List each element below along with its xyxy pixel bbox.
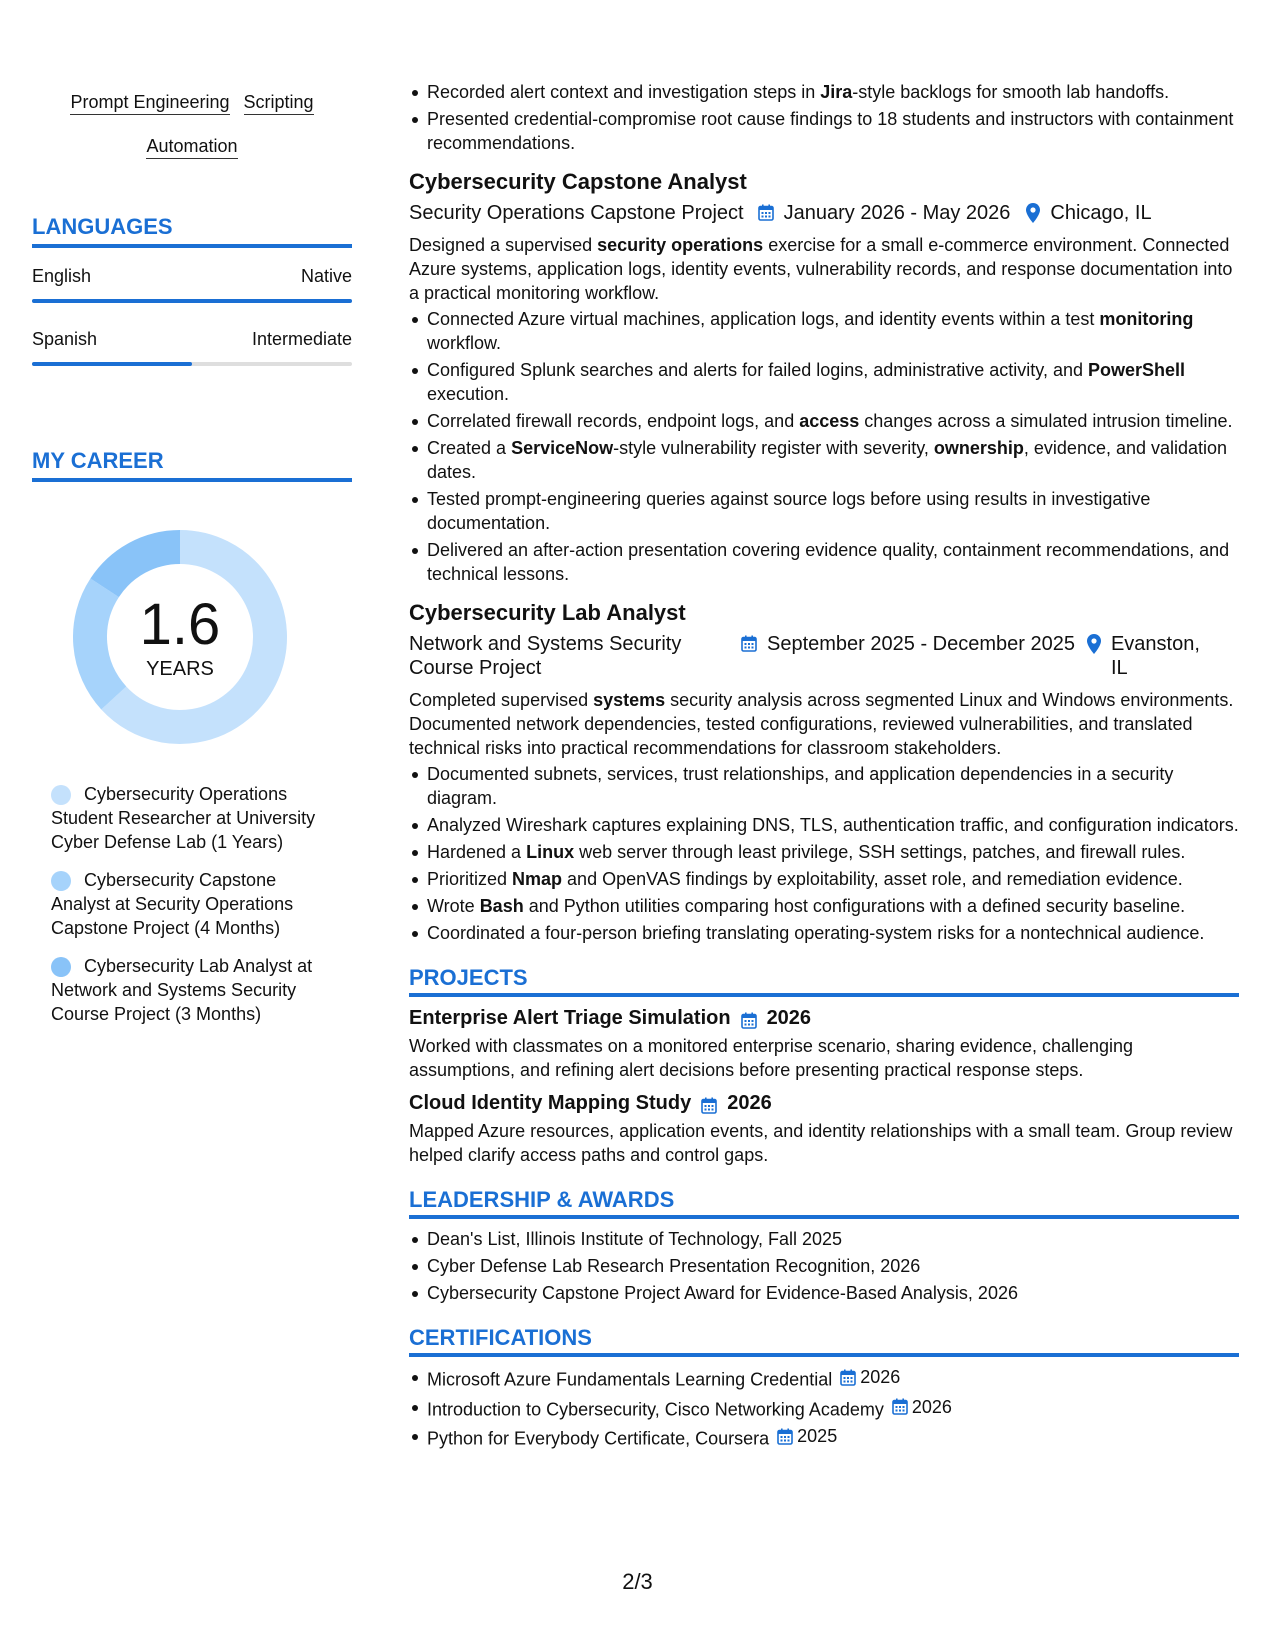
job-description: Completed supervised systems security analysis across segmented Linux and Windows environments. Documented network dependencies, tested configurations, reviewed vulnerabilities, and translated technical risks into practical recommendations for classroom stakeholders. [409, 690, 1234, 758]
job-meta [409, 632, 1239, 680]
job-bullets [409, 307, 1239, 586]
calendar-icon [701, 1097, 717, 1114]
calendar-icon [741, 1012, 757, 1029]
career-legend-item [51, 954, 331, 1026]
job-bullets [409, 762, 1239, 945]
career-heading: MY CAREER [32, 448, 352, 482]
awards-section [409, 1187, 1239, 1305]
bullet-item: Hardened a Linux web server through least privilege, SSH settings, patches, and firewall rules. [427, 840, 1239, 864]
projects-section [409, 965, 1239, 1167]
proficiency-fill [32, 362, 192, 366]
job-title: Cybersecurity Capstone Analyst [409, 169, 747, 194]
job-location: Evanston, IL [1087, 632, 1211, 680]
languages-section [32, 214, 352, 366]
career-legend-label: Cybersecurity Lab Analyst at Network and Systems Security Course Project (3 Months) [51, 956, 313, 1024]
job-location: Chicago, IL [1026, 201, 1151, 225]
proficiency-bar [32, 362, 352, 366]
language-name: Spanish [32, 329, 98, 349]
awards-list [409, 1227, 1239, 1305]
language-level: Intermediate [251, 329, 352, 349]
job-org: Security Operations Capstone Project [409, 202, 744, 224]
project-description: Mapped Azure resources, application events, and identity relationships with a small team. Group review helped clarify access paths and control gaps. [409, 1121, 1233, 1165]
legend-dot [51, 785, 71, 805]
calendar-icon [777, 1428, 793, 1445]
job-meta [409, 201, 1239, 225]
career-legend-label: Cybersecurity Capstone Analyst at Security Operations Capstone Project (4 Months) [51, 870, 294, 938]
legend-dot [51, 957, 71, 977]
bullet-item: Connected Azure virtual machines, application logs, and identity events within a test monitoring workflow. [427, 307, 1239, 355]
certification-year: 2026 [911, 1396, 952, 1417]
certification-name: Microsoft Azure Fundamentals Learning Credential [427, 1369, 833, 1390]
certifications-section [409, 1325, 1239, 1451]
project-year: 2026 [741, 1007, 812, 1030]
career-legend-label: Cybersecurity Operations Student Researcher at University Cyber Defense Lab (1 Years) [51, 784, 316, 852]
location-pin-icon [1026, 203, 1040, 223]
language-name: English [32, 266, 92, 286]
certification-item [427, 1395, 1239, 1422]
previous-job-bullets [409, 80, 1239, 155]
career-legend [32, 782, 352, 1026]
certifications-list [409, 1365, 1239, 1451]
project-title: Enterprise Alert Triage Simulation [409, 1007, 731, 1029]
career-total-value: 1.6 [139, 592, 221, 657]
job-dates: September 2025 - December 2025 [741, 632, 1075, 680]
calendar-icon [741, 635, 757, 652]
skills-list [32, 80, 352, 168]
bullet-item: Tested prompt-engineering queries against source logs before using results in investigative documentation. [427, 487, 1239, 535]
career-legend-item [51, 782, 331, 854]
language-level: Native [300, 266, 352, 286]
job-title: Cybersecurity Lab Analyst [409, 600, 686, 625]
skill-tag: Automation [146, 134, 237, 159]
calendar-icon [840, 1369, 856, 1386]
certification-item [427, 1365, 1239, 1392]
donut-center [65, 522, 295, 752]
bullet-item: Created a ServiceNow-style vulnerability register with severity, ownership, evidence, and validation dates. [427, 436, 1239, 484]
award-item: Cyber Defense Lab Research Presentation Recognition, 2026 [427, 1254, 1239, 1278]
certification-name: Introduction to Cybersecurity, Cisco Networking Academy [427, 1399, 884, 1419]
job-entry [409, 169, 1239, 586]
skill-tag: Scripting [244, 90, 314, 115]
projects-heading: PROJECTS [409, 965, 1239, 997]
job-dates: January 2026 - May 2026 [758, 201, 1011, 225]
certification-name: Python for Everybody Certificate, Coursera [427, 1428, 770, 1449]
proficiency-bar [32, 299, 352, 303]
job-entry [409, 600, 1239, 945]
job-description: Designed a supervised security operations exercise for a small e-commerce environment. Connected Azure systems, application logs, identity events, vulnerability records, and response documentation into a practical monitoring workflow. [409, 235, 1233, 303]
sidebar [32, 80, 352, 1040]
main-content [409, 80, 1239, 1454]
certifications-heading: CERTIFICATIONS [409, 1325, 1239, 1357]
languages-heading: LANGUAGES [32, 214, 352, 248]
bullet-item: Presented credential-compromise root cause findings to 18 students and instructors with containment recommendations. [427, 107, 1239, 155]
certification-item [427, 1424, 1239, 1451]
bullet-item: Prioritized Nmap and OpenVAS findings by exploitability, asset role, and remediation evidence. [427, 867, 1239, 891]
certification-year: 2025 [797, 1426, 838, 1446]
calendar-icon [758, 204, 774, 221]
bullet-item: Coordinated a four-person briefing translating operating-system risks for a nontechnical audience. [427, 921, 1239, 945]
career-total-unit: YEARS [146, 658, 214, 680]
bullet-item: Delivered an after-action presentation covering evidence quality, containment recommendations, and technical lessons. [427, 538, 1239, 586]
bullet-item: Analyzed Wireshark captures explaining DNS, TLS, authentication traffic, and configuration indicators. [427, 815, 1239, 835]
legend-dot [51, 871, 71, 891]
career-legend-item [51, 868, 331, 940]
bullet-item: Wrote Bash and Python utilities comparing host configurations with a defined security baseline. [427, 894, 1239, 918]
certification-year: 2026 [860, 1367, 901, 1387]
project-description: Worked with classmates on a monitored enterprise scenario, sharing evidence, challenging assumptions, and refining alert decisions before presenting practical response steps. [409, 1036, 1134, 1080]
project-title: Cloud Identity Mapping Study [409, 1092, 692, 1114]
bullet-item: Documented subnets, services, trust relationships, and application dependencies in a security diagram. [427, 762, 1239, 810]
job-org: Network and Systems Security Course Project [409, 633, 682, 679]
award-item: Cybersecurity Capstone Project Award for Evidence-Based Analysis, 2026 [427, 1281, 1239, 1305]
career-section [32, 448, 352, 1026]
career-donut-chart [65, 522, 295, 752]
bullet-item: Recorded alert context and investigation steps in Jira-style backlogs for smooth lab handoffs. [427, 80, 1239, 104]
proficiency-fill [32, 299, 352, 303]
project-item [409, 1092, 1239, 1167]
bullet-item: Configured Splunk searches and alerts for failed logins, administrative activity, and PowerShell execution. [427, 358, 1239, 406]
bullet-item: Correlated firewall records, endpoint logs, and access changes across a simulated intrusion timeline. [427, 409, 1239, 433]
location-pin-icon [1087, 634, 1101, 654]
project-year: 2026 [701, 1092, 772, 1115]
calendar-icon [892, 1398, 908, 1415]
language-item [32, 266, 352, 303]
project-item [409, 1007, 1239, 1082]
skill-tag: Prompt Engineering [70, 90, 229, 115]
language-item [32, 329, 352, 366]
award-item: Dean's List, Illinois Institute of Technology, Fall 2025 [427, 1227, 1239, 1251]
page-number: 2/3 [622, 1569, 653, 1594]
awards-heading: LEADERSHIP & AWARDS [409, 1187, 1239, 1219]
